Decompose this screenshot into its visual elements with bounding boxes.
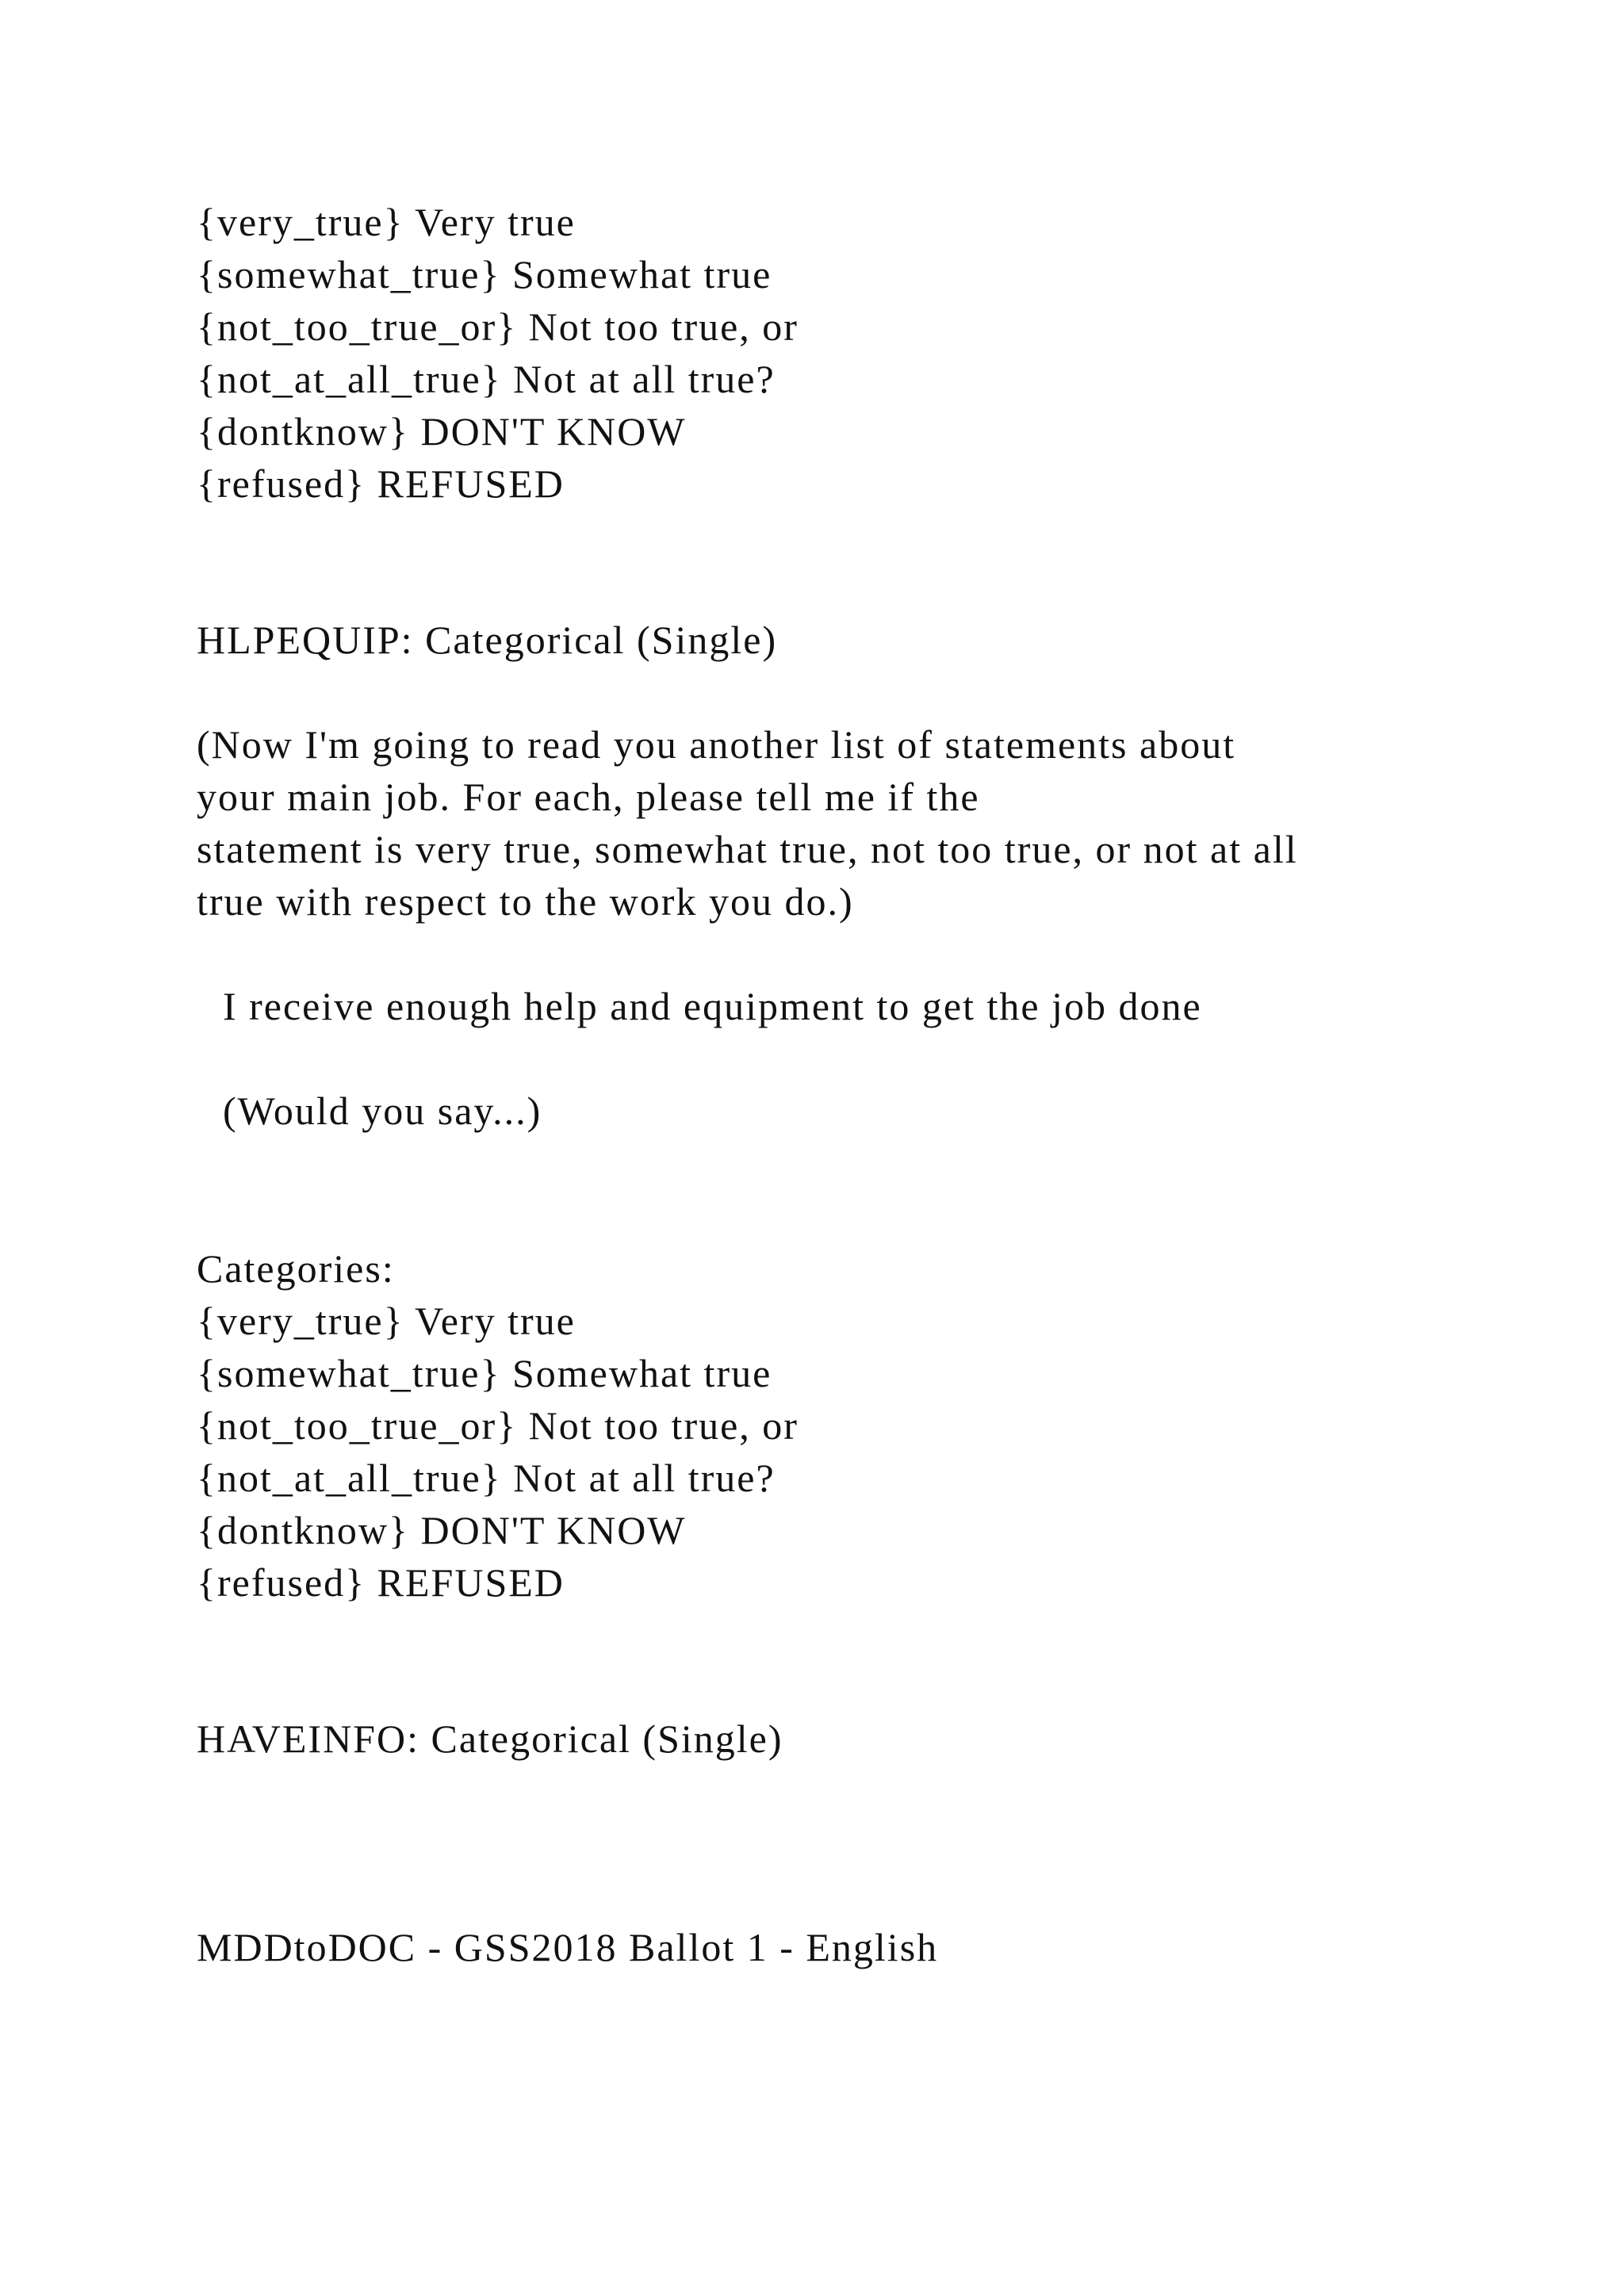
category-dont-know: {dontknow} DON'T KNOW [197, 1508, 687, 1552]
category-not-too-true: {not_too_true_or} Not too true, or [197, 1403, 799, 1448]
category-somewhat-true: {somewhat_true} Somewhat true [197, 252, 772, 297]
category-refused: {refused} REFUSED [197, 1560, 565, 1605]
category-somewhat-true: {somewhat_true} Somewhat true [197, 1351, 772, 1395]
category-not-at-all-true: {not_at_all_true} Not at all true? [197, 357, 776, 401]
question-header-haveinfo: HAVEINFO: Categorical (Single) [197, 1716, 783, 1761]
question-intro-line: true with respect to the work you do.) [197, 879, 854, 924]
category-not-at-all-true: {not_at_all_true} Not at all true? [197, 1456, 776, 1500]
question-intro-line: statement is very true, somewhat true, not too true, or not at all [197, 827, 1298, 871]
question-header-hlpequip: HLPEQUIP: Categorical (Single) [197, 618, 778, 662]
category-very-true: {very_true} Very true [197, 1299, 576, 1343]
question-intro-line: (Now I'm going to read you another list of statements about [197, 722, 1236, 767]
category-very-true: {very_true} Very true [197, 200, 576, 244]
category-not-too-true: {not_too_true_or} Not too true, or [197, 304, 799, 349]
page-footer: MDDtoDOC - GSS2018 Ballot 1 - English [197, 1925, 939, 1969]
question-prompt: (Would you say...) [223, 1089, 542, 1133]
question-statement: I receive enough help and equipment to get the job done [223, 984, 1202, 1028]
question-intro-line: your main job. For each, please tell me if the [197, 775, 980, 819]
category-refused: {refused} REFUSED [197, 461, 565, 506]
categories-label: Categories: [197, 1246, 395, 1291]
category-dont-know: {dontknow} DON'T KNOW [197, 409, 687, 453]
